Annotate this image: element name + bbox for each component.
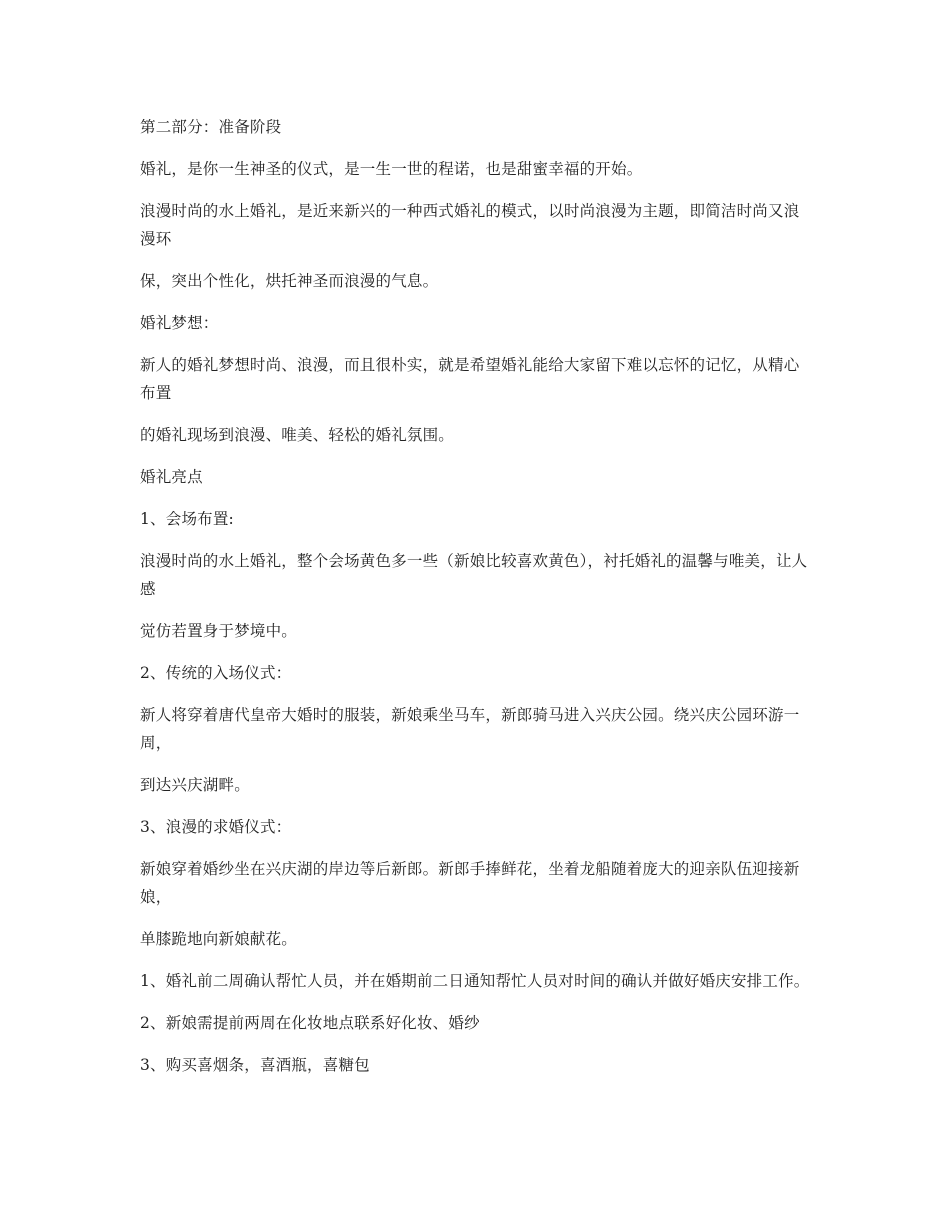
list-item: 3、购买喜烟条，喜酒瓶，喜糖包 bbox=[140, 1056, 370, 1074]
list-item: 2、新娘需提前两周在化妆地点联系好化妆、婚纱 bbox=[140, 1014, 480, 1032]
paragraph: 浪漫时尚的水上婚礼，整个会场黄色多一些（新娘比较喜欢黄色），衬托婚礼的温馨与唯美，让人感 bbox=[140, 552, 808, 598]
paragraph: 觉仿若置身于梦境中。 bbox=[140, 622, 298, 640]
paragraph: 保，突出个性化，烘托神圣而浪漫的气息。 bbox=[140, 272, 439, 290]
list-item: 3、浪漫的求婚仪式： bbox=[140, 818, 292, 836]
paragraph: 单膝跪地向新娘献花。 bbox=[140, 930, 298, 948]
document-body bbox=[140, 113, 812, 1093]
paragraph: 到达兴庆湖畔。 bbox=[140, 776, 250, 794]
paragraph: 浪漫时尚的水上婚礼，是近来新兴的一种西式婚礼的模式，以时尚浪漫为主题，即简洁时尚又浪漫环 bbox=[140, 202, 800, 248]
paragraph: 的婚礼现场到浪漫、唯美、轻松的婚礼氛围。 bbox=[140, 426, 455, 444]
list-item: 1、会场布置: bbox=[140, 510, 234, 528]
subheading: 婚礼梦想： bbox=[140, 314, 219, 332]
paragraph: 新娘穿着婚纱坐在兴庆湖的岸边等后新郎。新郎手捧鲜花，坐着龙船随着庞大的迎亲队伍迎接新娘， bbox=[140, 860, 800, 906]
paragraph: 婚礼，是你一生神圣的仪式，是一生一世的程诺，也是甜蜜幸福的开始。 bbox=[140, 160, 643, 178]
list-item: 1、婚礼前二周确认帮忙人员，并在婚期前二日通知帮忙人员对时间的确认并做好婚庆安排工作。 bbox=[140, 972, 810, 990]
list-item: 2、传统的入场仪式： bbox=[140, 664, 292, 682]
paragraph: 新人的婚礼梦想时尚、浪漫，而且很朴实，就是希望婚礼能给大家留下难以忘怀的记忆，从精心布置 bbox=[140, 356, 800, 402]
section-heading: 第二部分：准备阶段 bbox=[140, 118, 282, 136]
subheading: 婚礼亮点 bbox=[140, 468, 203, 486]
paragraph: 新人将穿着唐代皇帝大婚时的服装，新娘乘坐马车，新郎骑马进入兴庆公园。绕兴庆公园环游一周， bbox=[140, 706, 800, 752]
